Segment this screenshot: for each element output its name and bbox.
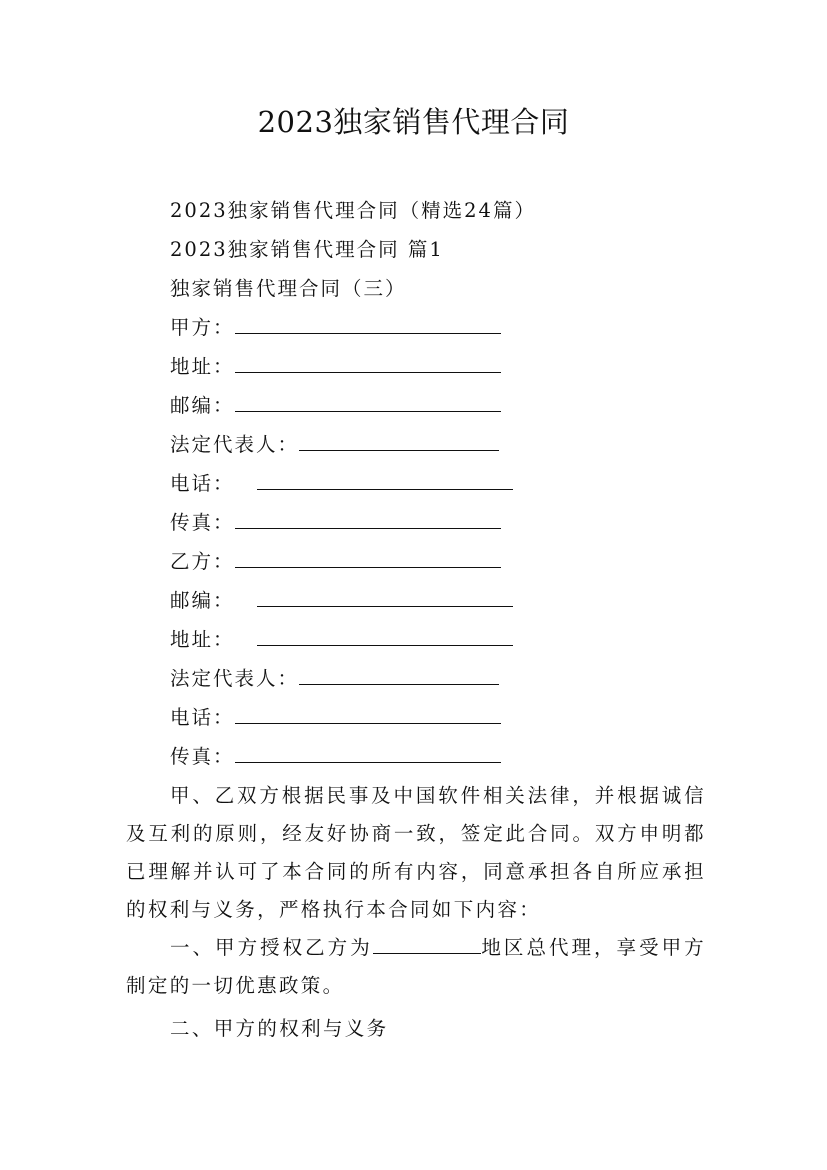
preamble-paragraph: 甲、乙双方根据民事及中国软件相关法律，并根据诚信及互利的原则，经友好协商一致，签定此合同。双方申明都已理解并认可了本合同的所有内容，同意承担各自所应承担的权利与义务，严格执行本合同如下内容： — [126, 784, 706, 921]
party-b-address-label: 地址： — [170, 628, 235, 651]
party-a-fax-label: 传真： — [170, 511, 235, 534]
party-a-fax-blank — [235, 510, 501, 529]
party-b-postcode-blank — [257, 588, 513, 607]
contract-heading: 独家销售代理合同（三） — [170, 277, 407, 300]
party-a-address-blank — [235, 354, 501, 373]
party-b-fax-blank — [235, 744, 501, 763]
clause-1-region-blank — [373, 935, 481, 954]
clause-1-text-before: 一、甲方授权乙方为 — [170, 936, 373, 959]
chapter-heading: 2023独家销售代理合同 篇1 — [170, 238, 444, 261]
party-b-name-label: 乙方： — [170, 550, 235, 573]
party-a-address-label: 地址： — [170, 355, 235, 378]
collection-subtitle: 2023独家销售代理合同（精选24篇） — [170, 199, 536, 222]
party-a-name-label: 甲方： — [170, 316, 235, 339]
clause-2-heading: 二、甲方的权利与义务 — [170, 1017, 389, 1040]
party-a-legal-rep-label: 法定代表人： — [170, 433, 300, 456]
party-a-phone-blank — [257, 471, 513, 490]
clause-1-paragraph — [126, 929, 706, 1005]
party-b-phone-blank — [235, 705, 501, 724]
party-a-postcode-row — [170, 393, 501, 419]
party-b-phone-label: 电话： — [170, 706, 235, 729]
party-a-fax-row — [170, 510, 501, 536]
party-b-postcode-row — [170, 588, 513, 614]
party-b-phone-row — [170, 705, 501, 731]
party-b-legal-rep-row — [170, 666, 499, 692]
party-a-address-row — [170, 354, 501, 380]
party-b-address-blank — [257, 627, 513, 646]
party-a-legal-rep-blank — [299, 432, 499, 451]
clause-1-text-after: 地区总代理，享受甲方制定的一切优惠政策。 — [126, 936, 706, 997]
party-a-phone-row — [170, 471, 513, 497]
party-b-fax-row — [170, 744, 501, 770]
party-b-postcode-label: 邮编： — [170, 589, 235, 612]
party-b-name-blank — [235, 549, 501, 568]
party-a-legal-rep-row — [170, 432, 499, 458]
party-b-address-row — [170, 627, 513, 653]
party-b-legal-rep-blank — [299, 666, 499, 685]
party-a-phone-label: 电话： — [170, 472, 235, 495]
party-a-postcode-label: 邮编： — [170, 394, 235, 417]
document-title: 2023独家销售代理合同 — [257, 105, 570, 139]
party-a-postcode-blank — [235, 393, 501, 412]
party-a-name-blank — [235, 315, 501, 334]
party-b-fax-label: 传真： — [170, 745, 235, 768]
party-a-name-row — [170, 315, 501, 341]
party-b-name-row — [170, 549, 501, 575]
party-b-legal-rep-label: 法定代表人： — [170, 667, 300, 690]
